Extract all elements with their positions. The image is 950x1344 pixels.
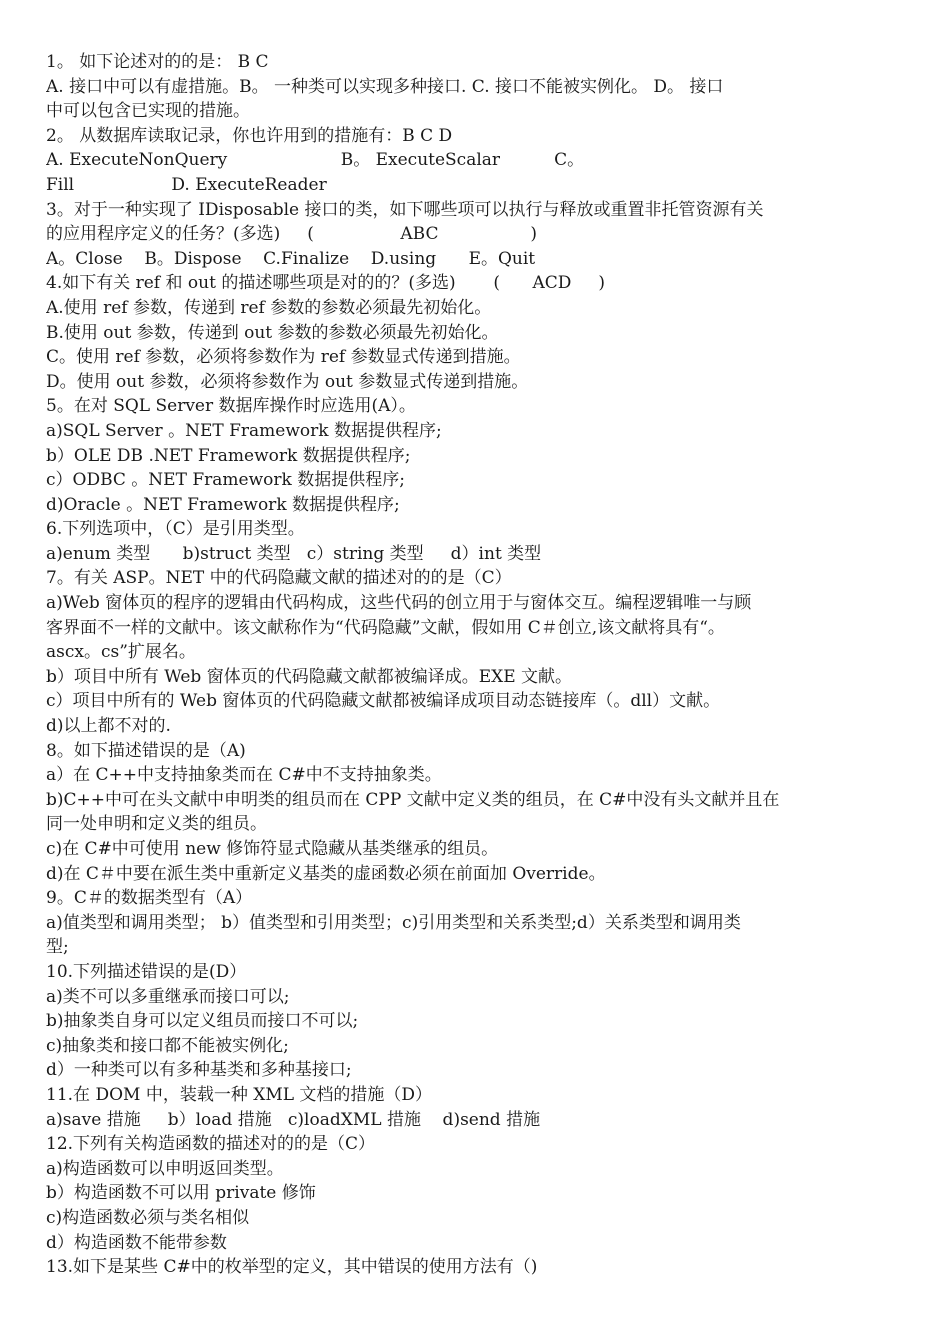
text-line: d）构造函数不能带参数 (46, 1232, 227, 1253)
text-line: a)enum 类型 b)struct 类型 c）string 类型 d）int 类型 (46, 543, 542, 564)
text-line: a)save 措施 b）load 措施 c)loadXML 措施 d)send 措施 (46, 1109, 541, 1130)
text-line: d)以上都不对的. (46, 716, 171, 737)
text-line: a)构造函数可以申明返回类型。 (46, 1158, 284, 1179)
text-line: 7。有关 ASP。NET 中的代码隐藏文献的描述对的的是（C） (46, 568, 512, 589)
text-line: c）ODBC 。NET Framework 数据提供程序; (46, 470, 405, 491)
text-line: c)抽象类和接口都不能被实例化; (46, 1035, 289, 1056)
text-line: c)构造函数必须与类名相似 (46, 1207, 250, 1228)
text-line: d）一种类可以有多种基类和多种基接口; (46, 1060, 352, 1081)
text-line: b）OLE DB .NET Framework 数据提供程序; (46, 445, 411, 466)
text-line: D。使用 out 参数，必须将参数作为 out 参数显式传递到措施。 (46, 371, 529, 392)
text-line: B.使用 out 参数，传递到 out 参数的参数必须最先初始化。 (46, 322, 499, 343)
text-line: 11.在 DOM 中，装载一种 XML 文档的措施（D） (46, 1084, 433, 1105)
text-line: A. ExecuteNonQuery B。 ExecuteScalar C。 (46, 150, 585, 171)
document-page (46, 50, 906, 1280)
text-line: 6.下列选项中，（C）是引用类型。 (46, 519, 305, 540)
text-line: A。Close B。Dispose C.Finalize D.using E。Quit (46, 248, 536, 269)
text-line: 13.如下是某些 C#中的枚举型的定义，其中错误的使用方法有（) (46, 1257, 538, 1278)
text-line: b)抽象类自身可以定义组员而接口不可以; (46, 1011, 359, 1032)
text-line: ascx。cs”扩展名。 (46, 642, 196, 663)
text-line: d)在 C＃中要在派生类中重新定义基类的虚函数必须在前面加 Override。 (46, 863, 606, 884)
text-line: 客界面不一样的文献中。该文献称作为“代码隐藏”文献，假如用 C＃创立,该文献将具有“。 (46, 617, 725, 638)
text-line: c)在 C#中可使用 new 修饰符显式隐藏从基类继承的组员。 (46, 839, 499, 859)
text-line: 型; (46, 937, 69, 958)
text-line: c）项目中所有的 Web 窗体页的代码隐藏文献都被编译成项目动态链接库（。dll）文献。 (46, 691, 721, 712)
text-line: 8。如下描述错误的是（A) (46, 740, 246, 761)
text-line: Fill D. ExecuteReader (46, 174, 327, 195)
text-line: a）在 C++中支持抽象类而在 C#中不支持抽象类。 (46, 765, 442, 786)
text-line: b)C++中可在头文献中申明类的组员而在 CPP 文献中定义类的组员，在 C#中没有头文献并且在 (46, 789, 780, 810)
text-line: a)值类型和调用类型； b）值类型和引用类型；c)引用类型和关系类型;d）关系类型和调用类 (46, 912, 741, 933)
text-line: a)Web 窗体页的程序的逻辑由代码构成，这些代码的创立用于与窗体交互。编程逻辑唯一与顾 (46, 593, 752, 614)
text-line: 9。C＃的数据类型有（A） (46, 888, 253, 909)
text-line: 的应用程序定义的任务？(多选) ( ABC ) (46, 224, 537, 245)
text-line: a)SQL Server 。NET Framework 数据提供程序; (46, 420, 442, 441)
text-line: 5。在对 SQL Server 数据库操作时应选用(A）。 (46, 396, 416, 417)
text-line: b）项目中所有 Web 窗体页的代码隐藏文献都被编译成。EXE 文献。 (46, 666, 573, 687)
text-line: a)类不可以多重继承而接口可以; (46, 986, 290, 1007)
text-line: 10.下列描述错误的是(D） (46, 961, 247, 982)
text-line: 1。 如下论述对的的是： B C (46, 52, 269, 72)
text-line: 4.如下有关 ref 和 out 的描述哪些项是对的的？(多选) ( ACD ) (46, 273, 606, 294)
text-line: 2。 从数据库读取记录，你也许用到的措施有：B C D (46, 125, 453, 146)
text-line: C。使用 ref 参数，必须将参数作为 ref 参数显式传递到措施。 (46, 347, 521, 368)
text-line: A. 接口中可以有虚措施。B。 一种类可以实现多种接口. C. 接口不能被实例化。 D。 接口 (46, 76, 724, 97)
text-line: d)Oracle 。NET Framework 数据提供程序; (46, 494, 400, 515)
text-line: 中可以包含已实现的措施。 (46, 101, 250, 122)
text-line: b）构造函数不可以用 private 修饰 (46, 1183, 316, 1204)
text-line: A.使用 ref 参数，传递到 ref 参数的参数必须最先初始化。 (46, 297, 492, 318)
text-line: 12.下列有关构造函数的描述对的的是（C） (46, 1134, 376, 1155)
text-line: 3。对于一种实现了 IDisposable 接口的类，如下哪些项可以执行与释放或重置非托管资源有关 (46, 199, 764, 220)
text-line: 同一处申明和定义类的组员。 (46, 814, 267, 835)
